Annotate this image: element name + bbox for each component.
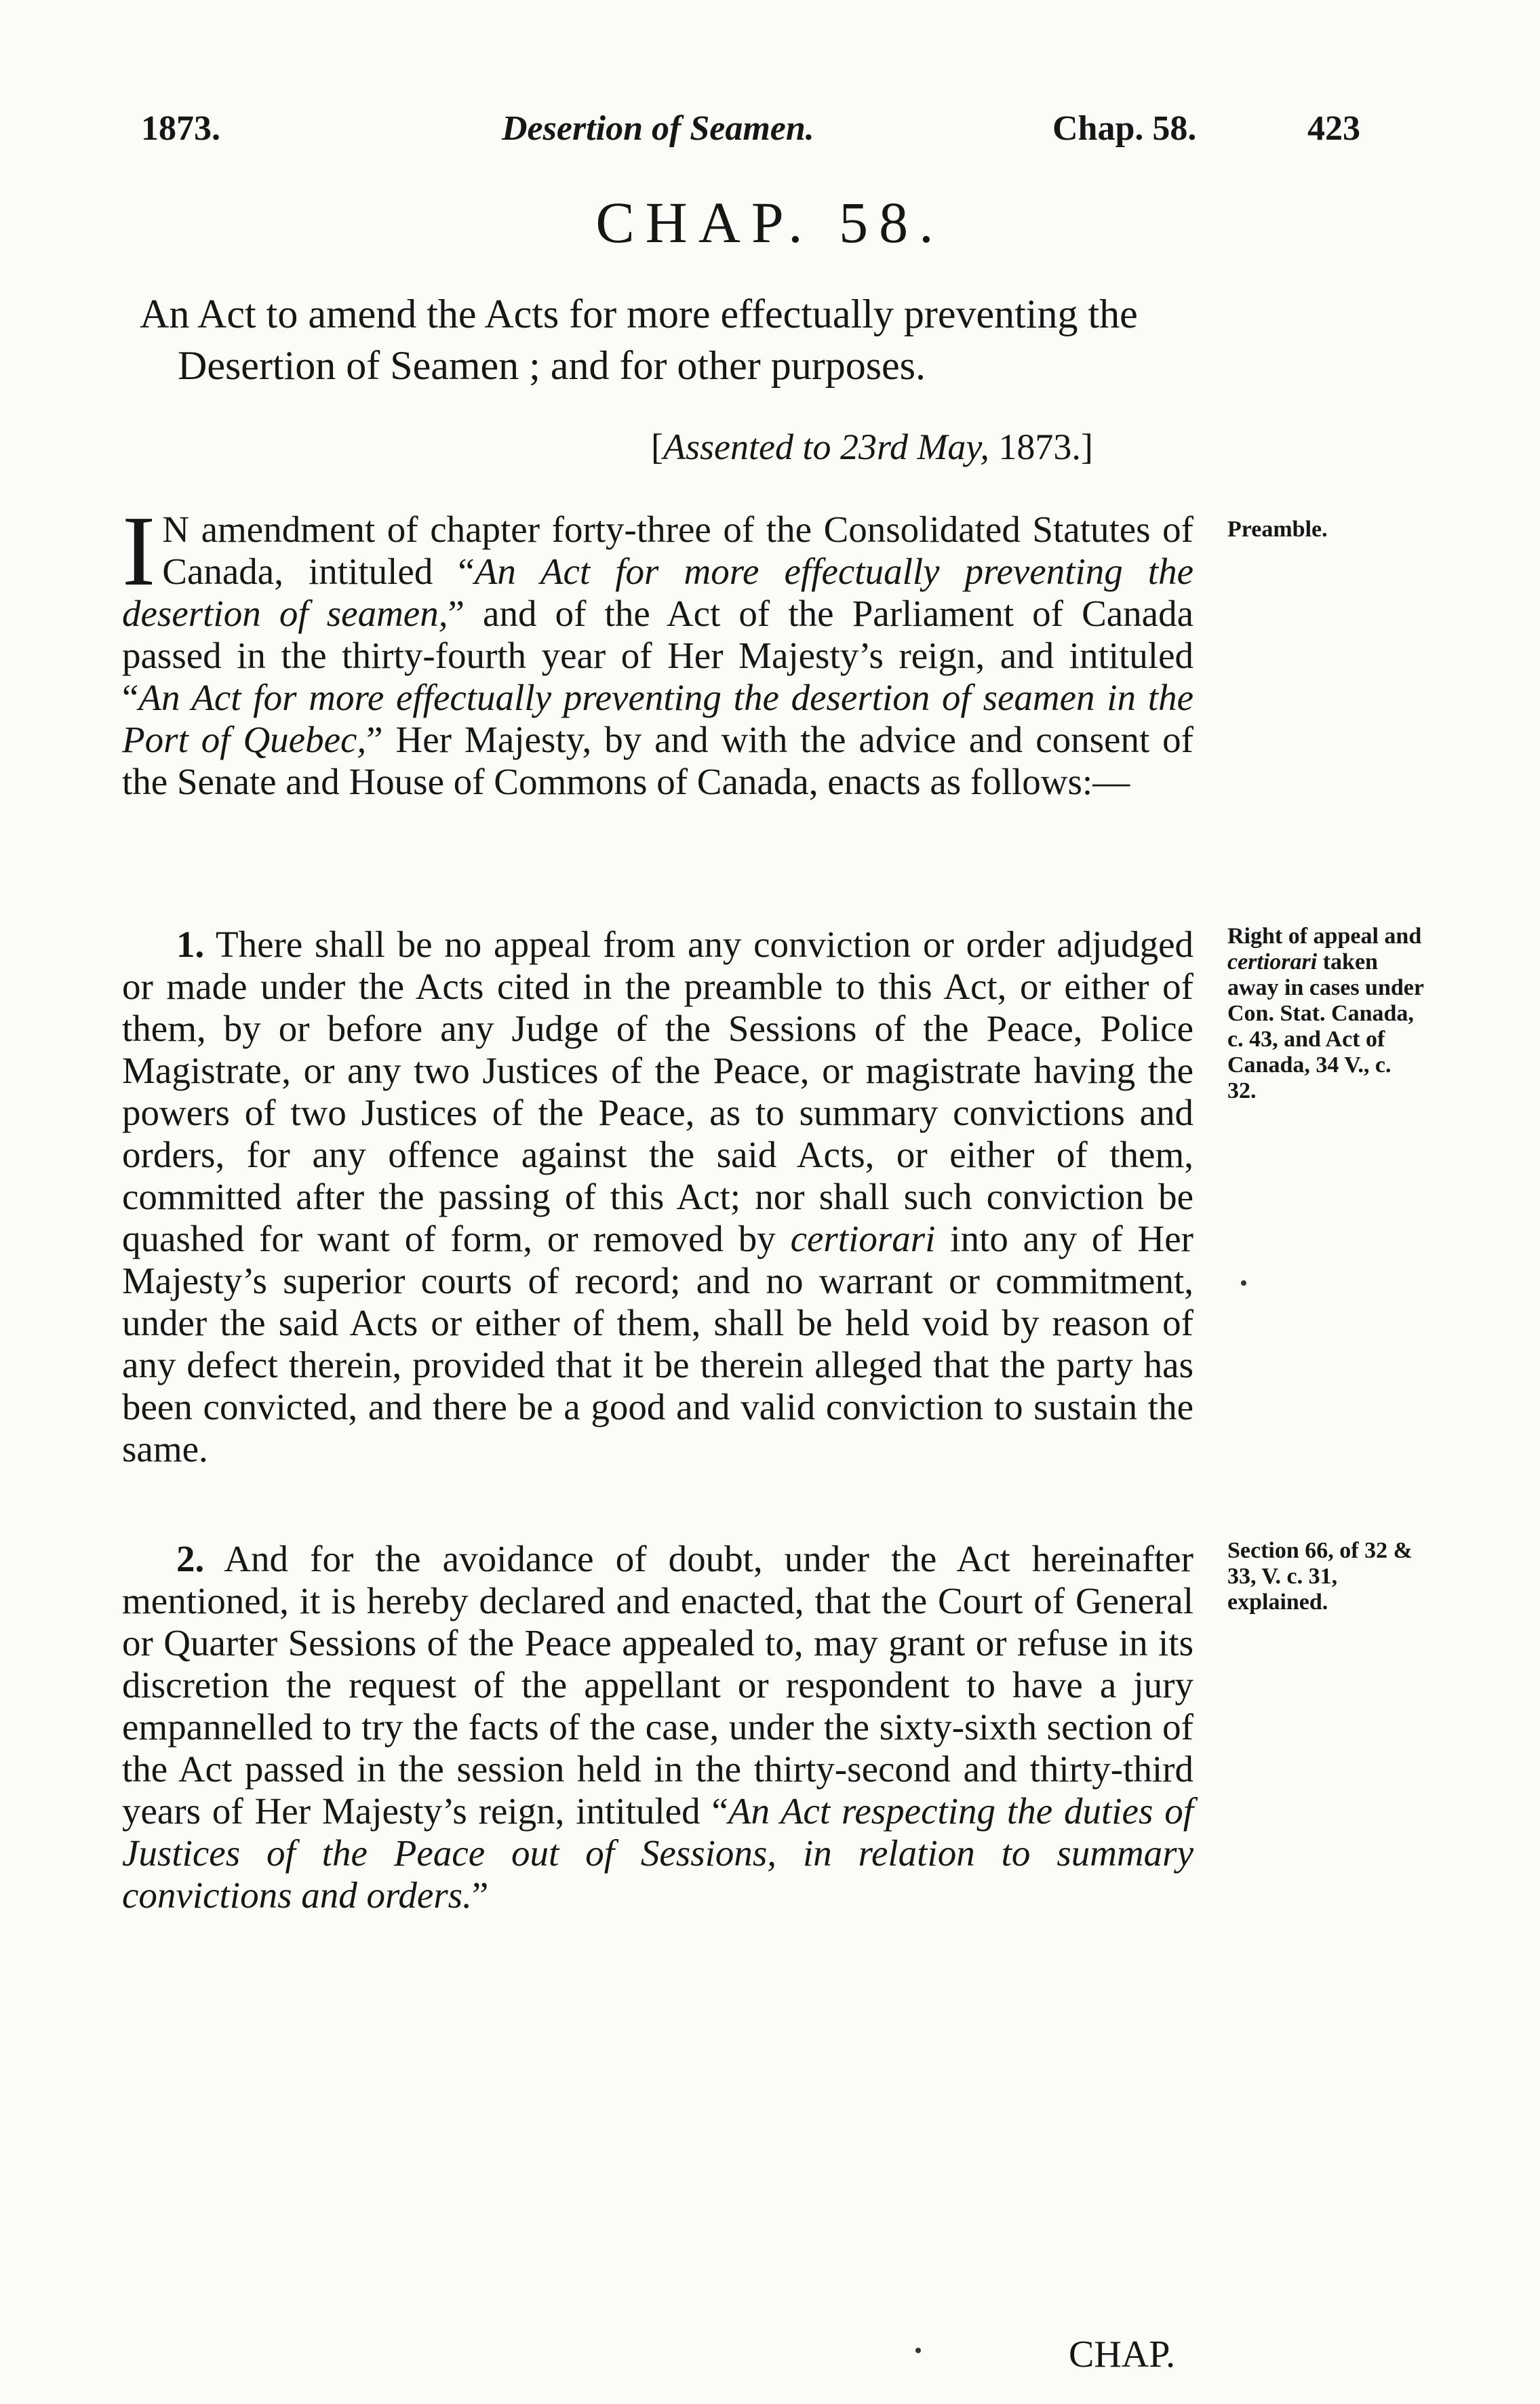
section-1-number: 1. [176, 924, 205, 965]
assent-date [651, 426, 1221, 468]
preamble-text-3: ” Her Majesty, by and with the advice and consent of the Senate and House of Commons of Canada, enacts as follows:— [122, 719, 1194, 802]
stray-mark [1241, 1280, 1246, 1286]
sidenote-section-2: Section 66, of 32 & 33, V. c. 31, explained. [1227, 1538, 1413, 1615]
section-2 [122, 1538, 1193, 1916]
section-1-text-1: There shall be no appeal from any conviction or order adjudged or made under the Acts cited in the preamble to this Act, or either of them, by or before any Judge of the Sessions of the Peace, Police Magistrate, or any two Justices of the Peace, or magistrate having the powers of two Justices of the Peace, as to summary convictions and orders, for any offence against the said Acts, or either of them, committed after the passing of this Act; nor shall such conviction be quashed for want of form, or removed by [122, 924, 1193, 1259]
drop-cap: I [122, 496, 156, 607]
chapter-heading: CHAP. 58. [595, 190, 945, 255]
sidenote-section-1-a: Right of appeal and [1227, 924, 1422, 949]
preamble-paragraph [122, 496, 1194, 803]
section-2-text-1: And for the avoidance of doubt, under the Act hereinafter mentioned, it is hereby declared and enacted, that the Court of General or Quarter Sessions of the Peace appealed to, may grant or refuse in its discretion the request of the appellant or respondent to have a jury empannelled to try the facts of the case, under the sixty-sixth section of the Act passed in the session held in the thirty-second and thirty-third years of Her Majesty’s reign, intituled “ [122, 1538, 1193, 1832]
stray-mark [915, 2348, 921, 2353]
preamble-cited-act-1: An Act for more effectually preventing the desertion of seamen, [122, 551, 1193, 634]
section-1 [122, 924, 1193, 1470]
assent-year: 1873.] [989, 427, 1093, 467]
section-2-number: 2. [176, 1538, 205, 1579]
assent-open-bracket: [ [651, 427, 663, 467]
section-1-text-2: into any of Her Majesty’s superior courts of record; and no warrant or commitment, under the said Acts or either of them, shall be held void by reason of any defect therein, provided that it be therein alleged that the party has been convicted, and there be a good and valid conviction to sustain the same. [122, 1218, 1193, 1470]
act-long-title: An Act to amend the Acts for more effectually preventing the Desertion of Seamen ; and for other purposes. [140, 292, 1138, 388]
sidenote-section-1-certiorari: certiorari [1227, 949, 1318, 974]
running-head-chapter: Chap. 58. [1052, 109, 1197, 148]
preamble-text-1: N amendment of chapter forty-three of the Consolidated Statutes of Canada, intituled “ [162, 509, 1193, 592]
running-head [122, 109, 1424, 163]
section-2-cited-act: An Act respecting the duties of Justices of the Peace out of Sessions, in relation to summary convictions and orders. [122, 1790, 1193, 1916]
page-number: 423 [1307, 109, 1360, 148]
section-1-certiorari: certiorari [790, 1218, 936, 1259]
running-head-title: Desertion of Seamen. [502, 109, 814, 148]
sidenote-section-1 [1227, 924, 1424, 1104]
assent-italic: Assented to 23rd May, [663, 427, 989, 467]
running-head-year: 1873. [141, 109, 220, 148]
catchword: CHAP. [1069, 2333, 1176, 2376]
sidenote-section-1-b: taken away in cases under Con. Stat. Canada, c. 43, and Act of Canada, 34 V., c. 32. [1227, 949, 1424, 1103]
preamble-cited-act-2: An Act for more effectually preventing the desertion of seamen in the Port of Quebec, [122, 677, 1193, 760]
sidenote-preamble: Preamble. [1227, 517, 1328, 542]
section-2-text-2: ” [471, 1874, 489, 1916]
preamble-text-2: ” and of the Act of the Parliament of Canada passed in the thirty-fourth year of Her Majesty’s reign, and intituled “ [122, 593, 1193, 718]
